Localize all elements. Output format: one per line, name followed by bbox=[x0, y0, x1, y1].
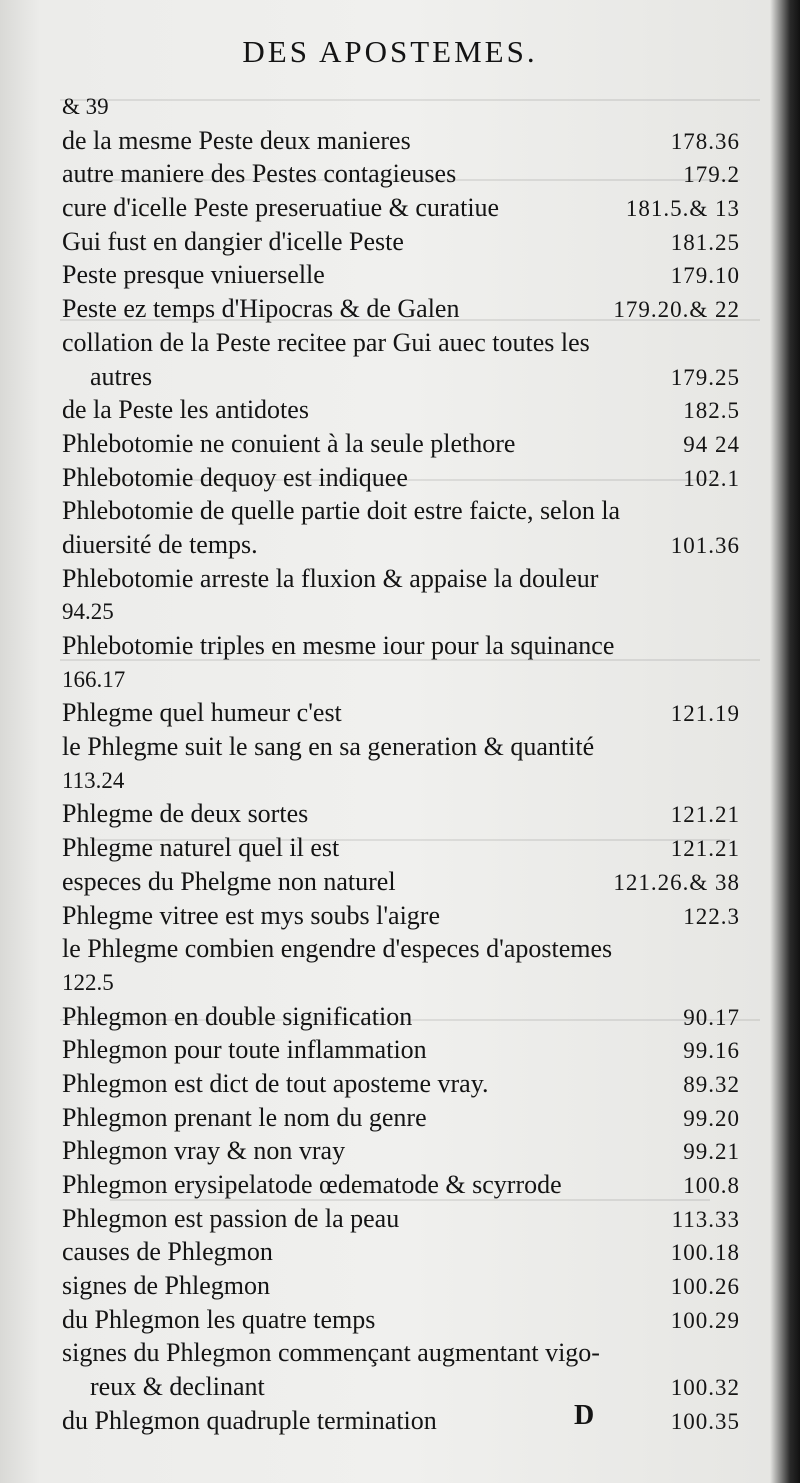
entry-text: Gui fust en dangier d'icelle Peste bbox=[62, 226, 404, 256]
entry-text: du Phlegmon les quatre temps bbox=[62, 1304, 376, 1334]
index-entry bbox=[62, 595, 740, 629]
entry-text: Phlebotomie ne conuient à la seule plethore bbox=[62, 428, 516, 458]
entry-text: 122.5 bbox=[62, 969, 114, 995]
entry-text: Phlebotomie triples en mesme iour pour la squinance bbox=[62, 631, 615, 660]
entry-text: Phlebotomie arreste la fluxion & appaise la douleur bbox=[62, 563, 599, 593]
index-entry bbox=[62, 90, 740, 124]
index-entry bbox=[62, 393, 740, 427]
entry-page-ref: 90.17 bbox=[683, 1004, 740, 1030]
entry-text: Phlegme quel humeur c'est bbox=[62, 698, 342, 728]
entry-text: cure d'icelle Peste preseruatiue & curatiue bbox=[62, 193, 500, 223]
index-entry bbox=[62, 494, 740, 528]
entry-text: Phlegmon pour toute inflammation bbox=[62, 1035, 427, 1065]
index-entry bbox=[62, 1033, 740, 1067]
entry-text: Peste ez temps d'Hipocras & de Galen bbox=[62, 294, 460, 324]
index-entry bbox=[62, 528, 740, 562]
entry-page-ref: 179.25 bbox=[670, 364, 740, 390]
entry-page-ref: 99.16 bbox=[683, 1038, 740, 1064]
entry-text: de la mesme Peste deux manieres bbox=[62, 125, 411, 155]
entry-text: signes du Phlegmon commençant augmentant vigo- bbox=[62, 1338, 600, 1368]
index-entry bbox=[62, 1202, 740, 1236]
entry-text: reux & declinant bbox=[90, 1372, 265, 1402]
index-entry bbox=[62, 1269, 740, 1303]
entry-text: Phlegme de deux sortes bbox=[62, 799, 309, 829]
entry-text: 113.24 bbox=[62, 767, 125, 793]
index-entry bbox=[62, 899, 740, 933]
index-entry bbox=[62, 797, 740, 831]
index-entry bbox=[62, 124, 740, 158]
index-entry bbox=[62, 1235, 740, 1269]
entry-text: especes du Phelgme non naturel bbox=[62, 866, 396, 896]
index-entry bbox=[62, 461, 740, 495]
index-entry bbox=[62, 932, 740, 966]
index-entry bbox=[62, 1000, 740, 1034]
index-entry bbox=[62, 629, 740, 663]
entry-text: Phlegmon prenant le nom du genre bbox=[62, 1102, 427, 1132]
entry-page-ref: 101.36 bbox=[670, 532, 740, 558]
entry-page-ref: 100.26 bbox=[670, 1274, 740, 1300]
entry-page-ref: 113.33 bbox=[671, 1206, 740, 1232]
index-entry bbox=[62, 360, 740, 394]
entry-page-ref: 122.3 bbox=[683, 903, 740, 929]
index-entry bbox=[62, 865, 740, 899]
entry-page-ref: 179.10 bbox=[670, 263, 740, 289]
index-entry bbox=[62, 427, 740, 461]
signature-mark: D bbox=[574, 1400, 595, 1431]
index-entry bbox=[62, 225, 740, 259]
entry-text: Peste presque vniuerselle bbox=[62, 260, 325, 290]
entry-text: Phlegmon en double signification bbox=[62, 1001, 413, 1031]
entry-page-ref: 178.36 bbox=[670, 128, 740, 154]
entry-page-ref: 99.20 bbox=[683, 1105, 740, 1131]
entry-page-ref: 89.32 bbox=[683, 1071, 740, 1097]
entry-page-ref: 94 24 bbox=[683, 431, 740, 457]
entry-page-ref: 100.8 bbox=[683, 1173, 740, 1198]
entry-text: Phlegmon erysipelatode œdematode & scyrrode bbox=[62, 1170, 562, 1199]
index-entry bbox=[62, 157, 740, 191]
entry-text: 94.25 bbox=[62, 599, 114, 625]
entry-text: Phlegme vitree est mys soubs l'aigre bbox=[62, 900, 441, 930]
index-entry bbox=[62, 1404, 740, 1438]
entry-text: Phlegme naturel quel il est bbox=[62, 833, 340, 863]
index-entry bbox=[62, 258, 740, 292]
index-entry bbox=[62, 1067, 740, 1101]
entry-text: autres bbox=[90, 361, 153, 391]
entry-text: le Phlegme combien engendre d'especes d'apostemes bbox=[62, 934, 613, 964]
entry-text: autre maniere des Pestes contagieuses bbox=[62, 159, 457, 189]
index-entries bbox=[62, 90, 740, 1438]
entry-page-ref: 99.21 bbox=[683, 1139, 740, 1165]
index-entry bbox=[62, 562, 740, 596]
index-entry bbox=[62, 1168, 740, 1202]
entry-text: Phlegmon est dict de tout aposteme vray. bbox=[62, 1068, 489, 1098]
entry-page-ref: 102.1 bbox=[683, 465, 740, 491]
entry-text: Phlebotomie dequoy est indiquee bbox=[62, 462, 408, 492]
entry-page-ref: 181.25 bbox=[670, 229, 740, 255]
entry-page-ref: 100.29 bbox=[670, 1307, 740, 1333]
index-entry bbox=[62, 696, 740, 730]
entry-page-ref: 179.2 bbox=[683, 162, 740, 188]
index-entry bbox=[62, 191, 740, 225]
entry-text: Phlebotomie de quelle partie doit estre faicte, selon la bbox=[62, 496, 621, 526]
entry-text: causes de Phlegmon bbox=[62, 1237, 273, 1267]
entry-text: 166.17 bbox=[62, 666, 126, 692]
entry-page-ref: 100.18 bbox=[670, 1240, 740, 1266]
entry-page-ref: 121.19 bbox=[670, 701, 740, 727]
index-entry bbox=[62, 1336, 740, 1370]
index-entry bbox=[62, 1370, 740, 1404]
entry-page-ref: 100.35 bbox=[670, 1408, 740, 1434]
entry-page-ref: 181.5.& 13 bbox=[625, 196, 740, 222]
entry-text: diuersité de temps. bbox=[62, 529, 258, 559]
entry-text: Phlegmon est passion de la peau bbox=[62, 1203, 400, 1233]
index-entry bbox=[62, 1303, 740, 1337]
index-entry bbox=[62, 966, 740, 1000]
entry-text: le Phlegme suit le sang en sa generation & quantité bbox=[62, 732, 595, 762]
entry-text: collation de la Peste recitee par Gui auec toutes les bbox=[62, 327, 590, 357]
index-entry bbox=[62, 764, 740, 798]
entry-page-ref: 100.32 bbox=[670, 1375, 740, 1401]
index-entry bbox=[62, 1101, 740, 1135]
index-entry bbox=[62, 663, 740, 697]
index-entry bbox=[62, 1134, 740, 1168]
entry-page-ref: 121.21 bbox=[670, 802, 740, 828]
running-head: DES APOSTEMES. bbox=[242, 34, 538, 69]
index-entry bbox=[62, 292, 740, 326]
entry-text: signes de Phlegmon bbox=[62, 1271, 270, 1301]
entry-text: & 39 bbox=[62, 94, 109, 119]
index-entry bbox=[62, 730, 740, 764]
entry-text: de la Peste les antidotes bbox=[62, 395, 309, 425]
entry-page-ref: 179.20.& 22 bbox=[613, 297, 740, 323]
entry-page-ref: 121.26.& 38 bbox=[613, 869, 740, 895]
entry-page-ref: 182.5 bbox=[683, 398, 740, 424]
index-entry bbox=[62, 831, 740, 865]
index-entry bbox=[62, 326, 740, 360]
entry-page-ref: 121.21 bbox=[670, 836, 740, 862]
entry-text: Phlegmon vray & non vray bbox=[62, 1136, 346, 1166]
entry-text: du Phlegmon quadruple termination bbox=[62, 1405, 437, 1435]
